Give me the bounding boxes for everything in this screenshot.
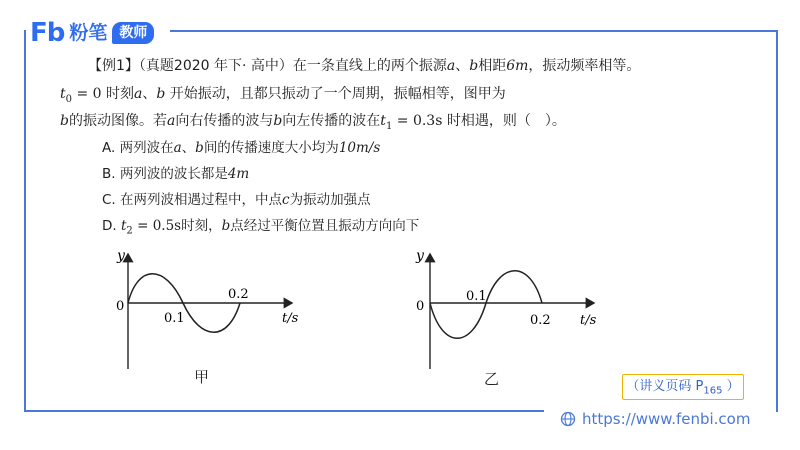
y-label: y xyxy=(416,248,424,264)
question-line-3: b的振动图像。若a向右传播的波与b向左传播的波在$t_1 = 0.3s$ 时相遇，则（ ）。 xyxy=(60,113,566,132)
origin-label: 0 xyxy=(416,299,425,314)
question-line-2: $t_0 = 0$ 时刻a、b 开始振动，且都只振动了一个周期，振幅相等，图甲为 xyxy=(60,86,506,105)
option-d[interactable]: D. $t_2 = 0.5s$时刻，b点经过平衡位置且振动方向向下 xyxy=(102,218,420,237)
frame-top-line xyxy=(170,30,778,32)
reference-page-box: （讲义页码 $P_{165}$ ） xyxy=(622,374,744,400)
tick-0-2: 0.2 xyxy=(228,287,249,302)
tick-0-2: 0.2 xyxy=(530,313,551,328)
option-a[interactable]: A. 两列波在a、b间的传播速度大小均为10m/s xyxy=(102,140,381,156)
logo-mark: Fb xyxy=(30,18,65,48)
origin-label: 0 xyxy=(116,299,125,314)
frame-right-line xyxy=(776,30,778,412)
graph-yi xyxy=(402,244,612,374)
caption-jia: 甲 xyxy=(194,368,210,386)
frame-bottom-line xyxy=(24,410,544,412)
option-c[interactable]: C. 在两列波相遇过程中，中点c为振动加强点 xyxy=(102,192,371,208)
question-line-1: 【例1】（真题2020 年下· 高中）在一条直线上的两个振源a、b相距6m，振动频率相等。 xyxy=(88,58,641,74)
wave-b xyxy=(430,271,542,339)
graph-jia xyxy=(100,244,310,374)
tick-0-1: 0.1 xyxy=(466,289,487,304)
y-label: y xyxy=(117,248,125,264)
option-b[interactable]: B. 两列波的波长都是4m xyxy=(102,166,250,182)
brand-logo xyxy=(30,18,154,48)
globe-icon xyxy=(560,411,576,427)
frame-left-line xyxy=(24,30,26,412)
brand-name: 粉笔 xyxy=(69,22,108,44)
footer-url[interactable] xyxy=(556,410,754,428)
x-label: t/s xyxy=(580,313,597,328)
url-text: https://www.fenbi.com xyxy=(582,410,751,428)
caption-yi: 乙 xyxy=(484,370,500,388)
tick-0-1: 0.1 xyxy=(164,311,185,326)
brand-tag: 教师 xyxy=(112,22,154,44)
x-label: t/s xyxy=(282,311,299,326)
